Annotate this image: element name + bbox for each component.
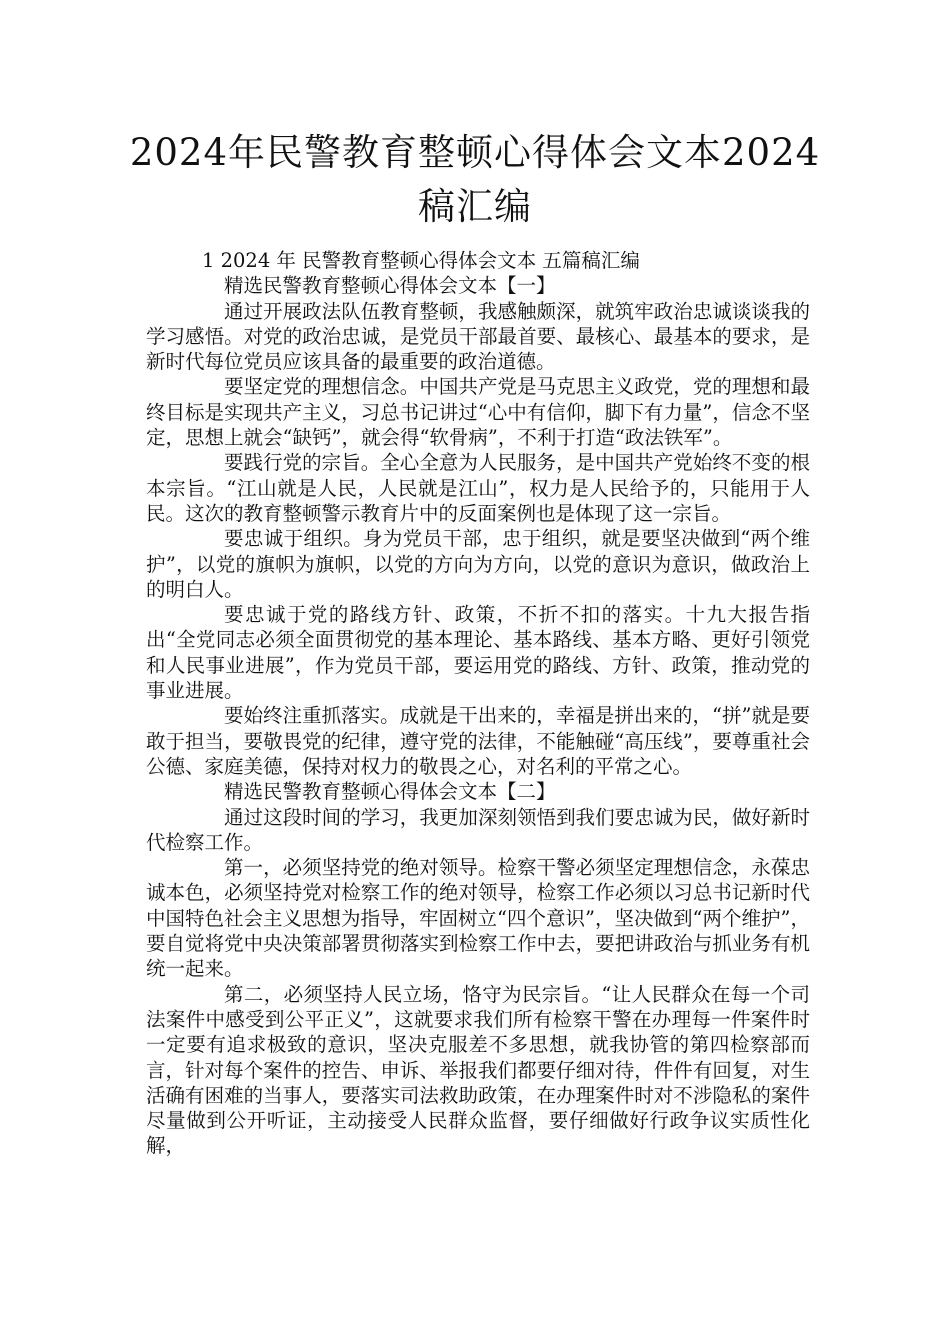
document-title: 2024年民警教育整顿心得体会文本2024稿汇编 <box>129 131 821 228</box>
paragraph: 要忠诚于组织。身为党员干部，忠于组织，就是要坚决做到“两个维护”，以党的旗帜为旗帜，以党的方向为方向，以党的意识为意识，做政治上的明白人。 <box>146 527 810 601</box>
section-heading-1: 精选民警教育整顿心得体会文本【一】 <box>224 274 556 298</box>
paragraph: 要坚定党的理想信念。中国共产党是马克思主义政党，党的理想和最终目标是实现共产主义，习总书记讲过“心中有信仰，脚下有力量”，信念不坚定，思想上就会“缺钙”，就会得“软骨病”，不利于打造“政法铁军”。 <box>146 375 810 450</box>
paragraph: 要忠诚于党的路线方针、政策，不折不扣的落实。十九大报告指出“全党同志必须全面贯彻党的基本理论、基本路线、基本方略、更好引领党和人民事业进展”，作为党员干部，要运用党的路线、方针、政策，推动党的事业进展。 <box>146 603 810 703</box>
paragraph: 通过这段时间的学习，我更加深刻领悟到我们要忠诚为民，做好新时代检察工作。 <box>146 805 810 854</box>
paragraph: 通过开展政法队伍教育整顿，我感触颇深，就筑牢政治忠诚谈谈我的学习感悟。对党的政治忠诚，是党员干部最首要、最核心、最基本的要求，是新时代每位党员应该具备的最重要的政治道德。 <box>146 299 810 374</box>
document-subtitle: 1 2024 年 民警教育整顿心得体会文本 五篇稿汇编 <box>202 249 640 272</box>
paragraph: 要始终注重抓落实。成就是干出来的，幸福是拼出来的，“拼”就是要敢于担当，要敬畏党的纪律，遵守党的法律，不能触碰“高压线”，要尊重社会公德、家庭美德，保持对权力的敬畏之心，对名利的平常之心。 <box>146 704 810 778</box>
paragraph: 要践行党的宗旨。全心全意为人民服务，是中国共产党始终不变的根本宗旨。“江山就是人民，人民就是江山”，权力是人民给予的，只能用于人民。这次的教育整顿警示教育片中的反面案例也是体现了这一宗旨。 <box>146 451 810 525</box>
paragraph: 第一，必须坚持党的绝对领导。检察干警必须坚定理想信念，永葆忠诚本色，必须坚持党对检察工作的绝对领导，检察工作必须以习总书记新时代中国特色社会主义思想为指导，牢固树立“四个意识”，坚决做到“两个维护”，要自觉将党中央决策部署贯彻落实到检察工作中去，要把讲政治与抓业务有机统一起来。 <box>146 856 810 981</box>
document-body <box>146 248 810 1159</box>
paragraph: 第二，必须坚持人民立场，恪守为民宗旨。“让人民群众在每一个司法案件中感受到公平正义”，这就要求我们所有检察干警在办理每一件案件时一定要有追求极致的意识，坚决克服差不多思想，就我协管的第四检察部而言，针对每个案件的控告、申诉、举报我们都要仔细对待，件件有回复，对生活确有困难的当事人，要落实司法救助政策，在办理案件时对不涉隐私的案件尽量做到公开听证，主动接受人民群众监督，要仔细做好行政争议实质性化解， <box>146 982 810 1158</box>
section-heading-2: 精选民警教育整顿心得体会文本【二】 <box>224 780 556 804</box>
